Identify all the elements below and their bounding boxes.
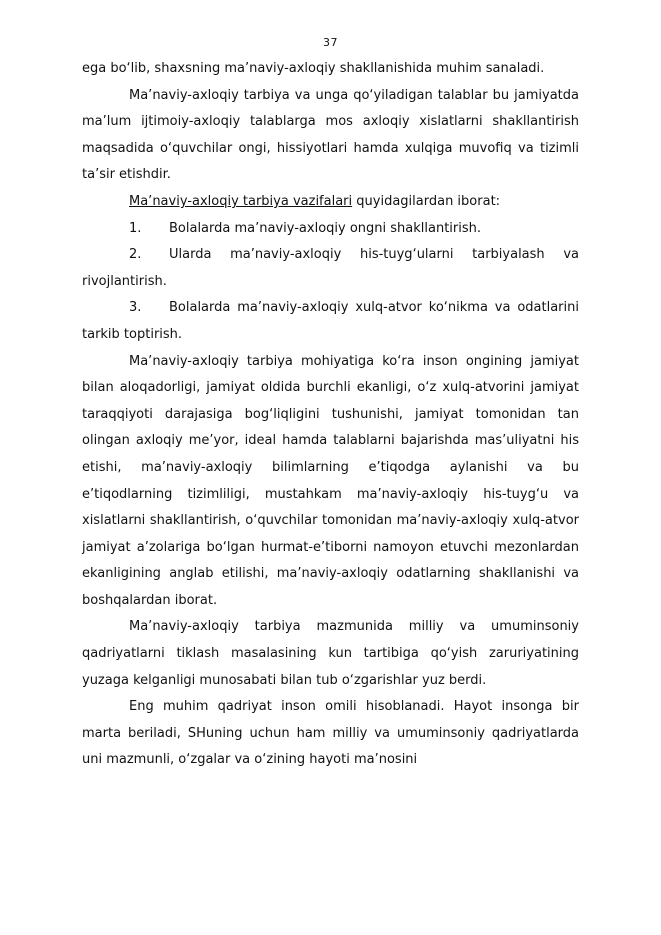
tasks-intro-rest: quyidagilardan iborat: bbox=[352, 193, 501, 209]
paragraph-content: Ma’naviy-axloqiy tarbiya mazmunida milliy va umuminsoniy qadriyatlarni tiklash masalasining kun tartibiga qo‘yish zaruriyatining yuzaga kelganligi munosabati bilan tub o‘zgarishlar yuz berdi. bbox=[82, 619, 579, 688]
document-body bbox=[82, 56, 579, 774]
paragraph-continuation: ega bo‘lib, shaxsning ma’naviy-axloqiy shakllanishida muhim sanaladi. bbox=[82, 61, 545, 76]
list-item bbox=[82, 295, 579, 348]
paragraph-definition: Ma’naviy-axloqiy tarbiya va unga qo‘yiladigan talablar bu jamiyatda ma’lum ijtimoiy-axloqiy talablarga mos axloqiy xislatlarni shakllantirish maqsadida o‘quvchilar ongi, hissiyotlari hamda xulqiga muvofiq va tizimli ta’sir etishdir. bbox=[82, 87, 579, 183]
list-item-text: Bolalarda ma’naviy-axloqiy ongni shakllantirish. bbox=[169, 220, 482, 236]
list-item-text: Ularda ma’naviy-axloqiy his-tuyg‘ularni tarbiyalash va rivojlantirish. bbox=[82, 247, 579, 289]
page-number: 37 bbox=[323, 36, 338, 49]
paragraph-values: Eng muhim qadriyat inson omili hisoblanadi. Hayot insonga bir marta beriladi, SHuning uchun ham milliy va umuminsoniy qadriyatlarda uni mazmunli, o‘zgalar va o‘zining hayoti ma’nosini bbox=[82, 699, 579, 768]
list-item-number: 3. bbox=[129, 300, 142, 316]
list-item-number: 2. bbox=[129, 247, 142, 263]
tasks-heading: Ma’naviy-axloqiy tarbiya vazifalari bbox=[129, 193, 353, 209]
list-item bbox=[82, 242, 579, 295]
list-item-number: 1. bbox=[129, 220, 142, 236]
list-item-text: Bolalarda ma’naviy-axloqiy xulq-atvor ko‘nikma va odatlarini tarkib toptirish. bbox=[82, 300, 579, 342]
paragraph-essence: Ma’naviy-axloqiy tarbiya mohiyatiga ko‘ra inson ongining jamiyat bilan aloqadorligi, jamiyat oldida burchli ekanligi, o‘z xulq-atvorini jamiyat taraqqiyoti darajasiga bog‘liqligini tushunishi, jamiyat tomonidan tan olingan axloqiy me’yor, ideal hamda talablarni bajarishda mas’uliyatni his etishi, ma’naviy-axloqiy bilimlarning e’tiqodga aylanishi va bu e’tiqodlarning tizimliligi, mustahkam ma’naviy-axloqiy his-tuyg‘u va xislatlarni shakllantirish, o‘quvchilar tomonidan ma’naviy-axloqiy xulq-atvor jamiyat a’zolariga bo‘lgan hurmat-e’tiborni namoyon etuvchi mezonlardan ekanligining anglab etilishi, ma’naviy-axloqiy odatlarning shakllanishi va boshqalardan iborat. bbox=[82, 353, 579, 608]
list-item bbox=[82, 216, 579, 243]
paragraph-tasks-intro bbox=[82, 189, 579, 216]
